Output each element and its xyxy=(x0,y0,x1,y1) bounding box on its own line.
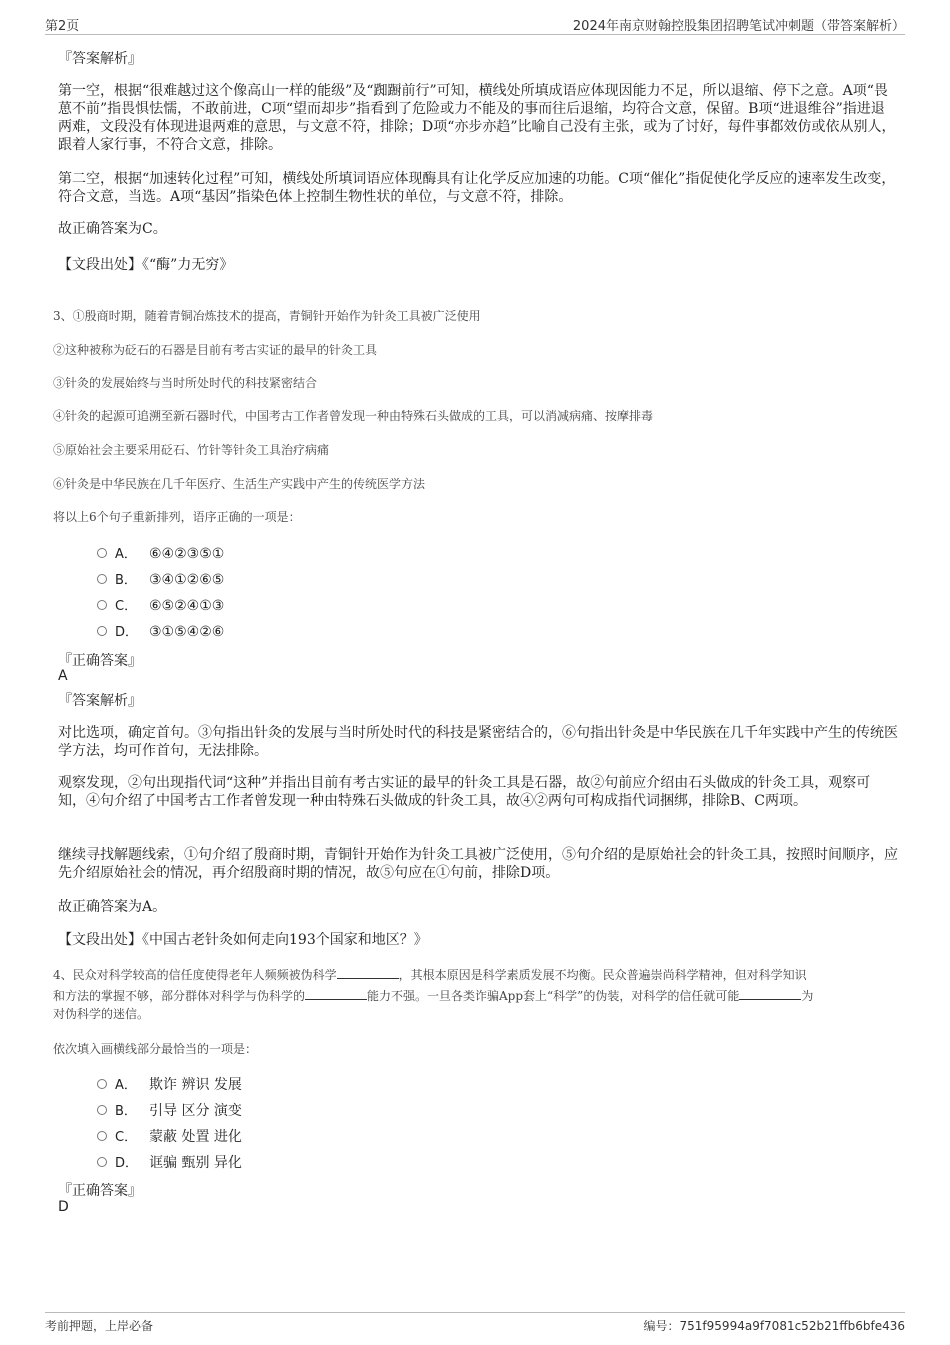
q3-sentence-6: ⑥针灸是中华民族在几千年医疗、生活生产实践中产生的传统医学方法 xyxy=(53,477,426,491)
q3-analysis-conclusion: 故正确答案为A。 xyxy=(58,899,167,915)
q3-sentence-1: 3、①殷商时期，随着青铜冶炼技术的提高，青铜针开始作为针灸工具被广泛使用 xyxy=(53,309,481,323)
q4-blank-3 xyxy=(739,987,801,1000)
q3-option-b[interactable] xyxy=(97,569,224,589)
q4-blank-1 xyxy=(337,966,399,979)
q3-prompt: 将以上6个句子重新排列，语序正确的一项是： xyxy=(53,510,301,524)
q3-analysis-para-2: 观察发现，②句出现指代词“这种”并指出目前有考古实证的最早的针灸工具是石器，故②句前应介绍由石头做成的针灸工具，观察可知，④句介绍了中国考古工作者曾发现一种由特殊石头做成的针灸工具，故④②两句可构成指代词捆绑，排除B、C两项。 xyxy=(58,775,871,809)
q4-option-a[interactable] xyxy=(97,1074,242,1094)
q3-option-a-key: A． xyxy=(115,547,137,562)
radio-icon[interactable] xyxy=(97,1079,107,1089)
q3-option-d-key: D． xyxy=(115,625,139,640)
q4-option-a-text: 欺诈 辨识 发展 xyxy=(149,1077,242,1093)
radio-icon[interactable] xyxy=(97,1105,107,1115)
q2-analysis-para-1: 第一空，根据“很难越过这个像高山一样的能级”及“踟蹰前行”可知，横线处所填成语应体现因能力不足，所以退缩、停下之意。A项“畏葸不前”指畏惧怯懦，不敢前进，C项“望而却步”指看到了危险或力不能及的事而往后退缩，均符合文意，保留。B项“进退维谷”指进退两难，文段没有体现进退两难的意思，与文意不符，排除；D项“亦步亦趋”比喻自己没有主张，或为了讨好，每件事都效仿或依从别人，跟着人家行事，不符合文意，排除。 xyxy=(58,83,896,153)
q3-analysis-para-1: 对比选项，确定首句。③句指出针灸的发展与当时所处时代的科技是紧密结合的，⑥句指出针灸是中华民族在几千年实践中产生的传统医学方法，均可作首句，无法排除。 xyxy=(58,725,898,759)
q4-option-a-key: A． xyxy=(115,1078,137,1093)
document-title: 2024年南京财翰控股集团招聘笔试冲刺题（带答案解析） xyxy=(572,19,905,34)
q3-option-b-key: B． xyxy=(115,573,137,588)
page-number: 第2页 xyxy=(45,19,80,34)
radio-icon[interactable] xyxy=(97,600,107,610)
q3-option-a-text: ⑥④②③⑤① xyxy=(149,546,225,562)
q4-option-d-key: D． xyxy=(115,1156,139,1171)
q3-answer-label: 『正确答案』 xyxy=(58,653,142,669)
q3-sentence-2: ②这种被称为砭石的石器是目前有考古实证的最早的针灸工具 xyxy=(53,343,378,357)
q4-option-b-key: B． xyxy=(115,1104,137,1119)
q2-analysis-conclusion: 故正确答案为C。 xyxy=(58,221,167,237)
radio-icon[interactable] xyxy=(97,548,107,558)
q4-stem-text-3: 和方法的掌握不够，部分群体对科学与伪科学的 xyxy=(53,989,306,1003)
q3-analysis-label: 『答案解析』 xyxy=(58,693,142,709)
q3-option-c-text: ⑥⑤②④①③ xyxy=(149,598,225,614)
page-footer xyxy=(45,1312,905,1335)
q3-source: 【文段出处】《中国古老针灸如何走向193个国家和地区？》 xyxy=(58,932,428,948)
q3-option-d-text: ③①⑤④②⑥ xyxy=(149,624,225,640)
page-header xyxy=(45,12,905,35)
q4-answer-label: 『正确答案』 xyxy=(58,1183,142,1199)
document-code: 编号：751f95994a9f7081c52b21ffb6bfe436 xyxy=(643,1319,905,1333)
q4-stem-line-1 xyxy=(53,966,903,984)
q4-option-c-text: 蒙蔽 处置 进化 xyxy=(149,1129,242,1145)
q4-stem-line-2 xyxy=(53,987,903,1005)
radio-icon[interactable] xyxy=(97,1131,107,1141)
q4-stem-text-2: ，其根本原因是科学素质发展不均衡。民众普遍崇尚科学精神，但对科学知识 xyxy=(398,968,807,982)
radio-icon[interactable] xyxy=(97,1157,107,1167)
q4-option-c-key: C． xyxy=(115,1130,138,1145)
radio-icon[interactable] xyxy=(97,574,107,584)
q3-option-c[interactable] xyxy=(97,595,224,615)
q3-option-c-key: C． xyxy=(115,599,138,614)
q3-sentence-4: ④针灸的起源可追溯至新石器时代，中国考古工作者曾发现一种由特殊石头做成的工具，可以消减病痛、按摩排毒 xyxy=(53,409,654,423)
q3-sentence-5: ⑤原始社会主要采用砭石、竹针等针灸工具治疗病痛 xyxy=(53,443,330,457)
q2-source: 【文段出处】《“酶”力无穷》 xyxy=(58,257,234,273)
radio-icon[interactable] xyxy=(97,626,107,636)
q3-answer: A xyxy=(58,668,68,684)
q4-blank-2 xyxy=(305,987,367,1000)
q4-option-b-text: 引导 区分 演变 xyxy=(149,1103,242,1119)
q4-prompt: 依次填入画横线部分最恰当的一项是： xyxy=(53,1042,258,1056)
q2-analysis-para-2: 第二空，根据“加速转化过程”可知，横线处所填词语应体现酶具有让化学反应加速的功能。C项“催化”指促使化学反应的速率发生改变，符合文意，当选。A项“基因”指染色体上控制生物性状的单位，与文意不符，排除。 xyxy=(58,171,896,205)
q3-analysis-para-3: 继续寻找解题线索，①句介绍了殷商时期，青铜针开始作为针灸工具被广泛使用，⑤句介绍的是原始社会的针灸工具，按照时间顺序，应先介绍原始社会的情况，再介绍殷商时期的情况，故⑤句应在①句前，排除D项。 xyxy=(58,847,898,881)
q4-option-c[interactable] xyxy=(97,1126,242,1146)
q4-option-d-text: 诓骗 甄别 异化 xyxy=(149,1155,242,1171)
q4-stem-text-1: 4、民众对科学较高的信任度使得老年人频频被伪科学 xyxy=(53,968,337,982)
footer-slogan: 考前押题，上岸必备 xyxy=(45,1319,154,1333)
q4-option-b[interactable] xyxy=(97,1100,242,1120)
q4-option-d[interactable] xyxy=(97,1152,242,1172)
q4-stem-line-3: 对伪科学的迷信。 xyxy=(53,1007,150,1021)
q4-stem-text-5: 为 xyxy=(801,989,814,1003)
q3-option-d[interactable] xyxy=(97,621,224,641)
q3-sentence-3: ③针灸的发展始终与当时所处时代的科技紧密结合 xyxy=(53,376,318,390)
q3-option-b-text: ③④①②⑥⑤ xyxy=(149,572,225,588)
q4-answer: D xyxy=(58,1199,69,1215)
q2-analysis-label: 『答案解析』 xyxy=(58,51,142,67)
q4-stem-text-4: 能力不强。一旦各类诈骗App套上“科学”的伪装，对科学的信任就可能 xyxy=(367,989,740,1003)
q3-option-a[interactable] xyxy=(97,543,224,563)
